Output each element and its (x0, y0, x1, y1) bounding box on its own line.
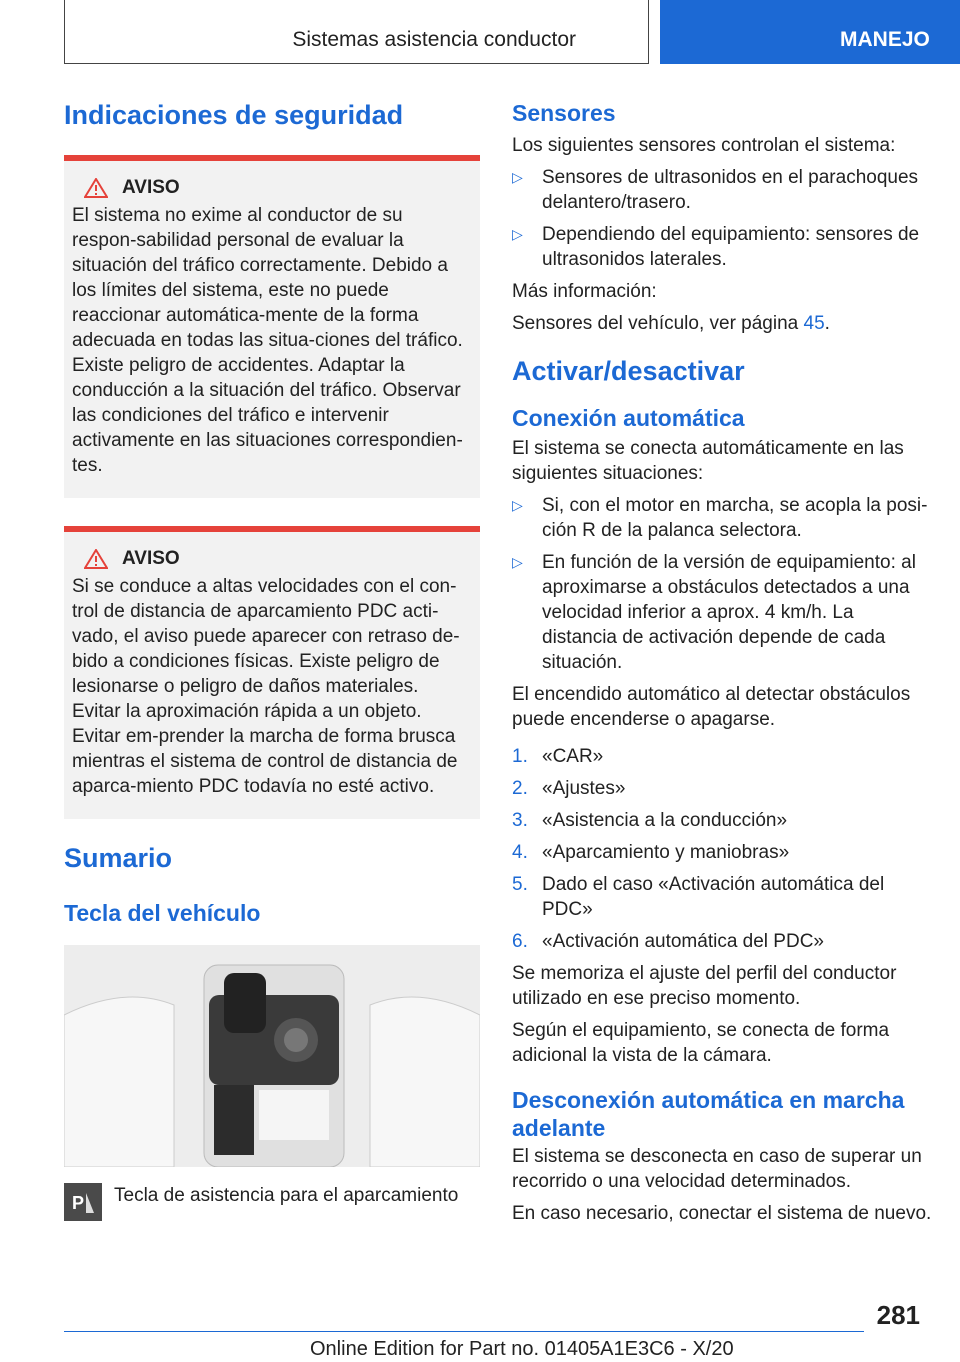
off-title: Desconexión automática en marcha adelante (512, 1087, 905, 1141)
list-item: ▷ Si, con el motor en marcha, se acopla la posi-ción R de la palanca selectora. (512, 495, 928, 541)
warning-body-2: Si se conduce a altas velocidades con el con-trol de distancia de aparcamiento PDC acti-vado, el aviso puede aparecer con retraso de-bido a condiciones físicas. Existe peligro de lesionarse o peligro de daños materiales. Evitar la aproximación rápida a un objeto. Evitar em-prender la marcha de forma brusca mientras el sistema de control de distancia de aparca-miento PDC todavía no esté activo. (72, 576, 460, 797)
key-title: Tecla del vehículo (64, 900, 261, 926)
memory-note: Se memoriza el ajuste del perfil del conductor utilizado en ese preciso momento. (512, 963, 897, 1009)
more-info: Más información: (512, 281, 657, 302)
bullet-icon: ▷ (512, 226, 523, 242)
list-item: 1. «CAR» (512, 746, 604, 767)
warning-title-1: AVISO (122, 177, 180, 198)
bullet-icon: ▷ (512, 554, 523, 570)
footer-edition: Online Edition for Part no. 01405A1E3C6 - X/20 (310, 1338, 734, 1360)
right-column (512, 100, 932, 1226)
sensors-title: Sensores (512, 100, 616, 126)
off-text-2: En caso necesario, conectar el sistema de nuevo. (512, 1203, 932, 1224)
bullet-icon: ▷ (512, 497, 523, 513)
warning-box-2 (64, 526, 480, 819)
warning-box-1 (64, 155, 480, 498)
warning-icon (84, 178, 108, 198)
steps-list (512, 744, 932, 954)
header-chapter (660, 0, 960, 64)
chapter-label: MANEJO (840, 28, 930, 51)
list-item: 6. «Activación automática del PDC» (512, 931, 824, 952)
header-tab (64, 0, 649, 64)
page-link[interactable]: 45 (803, 313, 825, 334)
safety-title: Indicaciones de seguridad (64, 100, 404, 130)
list-item: 5. Dado el caso «Activación automática del PDC» (512, 874, 885, 920)
off-text-1: El sistema se desconecta en caso de superar un recorrido o una velocidad determinados. (512, 1146, 922, 1192)
summary-title: Sumario (64, 843, 173, 873)
svg-text:P: P (72, 1193, 85, 1213)
list-item: ▷ En función de la versión de equipamiento: al aproximarse a obstáculos detectados a una velocidad inferior a aprox. 4 km/h. La distancia de activación depende de cada situación. (512, 552, 916, 673)
warning-body-1: El sistema no exime al conductor de su respon-sabilidad personal de evaluar la situación del tráfico correctamente. Debido a los límites del sistema, este no puede reaccionar automática-mente de la forma adecuada en todas las situa-ciones del tráfico. Existe peligro de accidentes. Adaptar la conducción a la situación del tráfico. Observar las condiciones del tráfico e intervenir activamente en las situaciones correspondien-tes. (72, 205, 463, 476)
sensors-list (512, 165, 932, 272)
list-item: 4. «Aparcamiento y maniobras» (512, 842, 790, 863)
caption-text: Tecla de asistencia para el aparcamiento (114, 1185, 459, 1206)
parking-assist-key-icon (64, 1183, 102, 1221)
sensors-ref: Sensores del vehículo, ver página 45. (512, 313, 830, 334)
left-column (64, 100, 480, 1221)
camera-note: Según el equipamiento, se conecta de forma adicional la vista de la cámara. (512, 1020, 890, 1066)
image-caption (64, 1183, 480, 1221)
header-section: Sistemas asistencia conductor (292, 28, 576, 51)
auto-list (512, 493, 932, 675)
list-item: ▷ Sensores de ultrasonidos en el parachoques delantero/trasero. (512, 167, 919, 213)
activate-title: Activar/desactivar (512, 356, 745, 386)
list-item: 2. «Ajustes» (512, 778, 626, 799)
page-number: 281 (876, 1300, 920, 1330)
auto-title: Conexión automática (512, 405, 745, 431)
warning-title-2: AVISO (122, 548, 180, 569)
vehicle-console-image (64, 945, 480, 1167)
list-item: ▷ Dependiendo del equipamiento: sensores de ultrasonidos laterales. (512, 224, 920, 270)
sensors-intro: Los siguientes sensores controlan el sistema: (512, 135, 896, 156)
warning-icon (84, 549, 108, 569)
footer-divider (64, 1331, 864, 1332)
auto-intro: El sistema se conecta automáticamente en las siguientes situaciones: (512, 438, 904, 484)
bullet-icon: ▷ (512, 169, 523, 185)
list-item: 3. «Asistencia a la conducción» (512, 810, 788, 831)
auto-note: El encendido automático al detectar obstáculos puede encenderse o apagarse. (512, 684, 911, 730)
